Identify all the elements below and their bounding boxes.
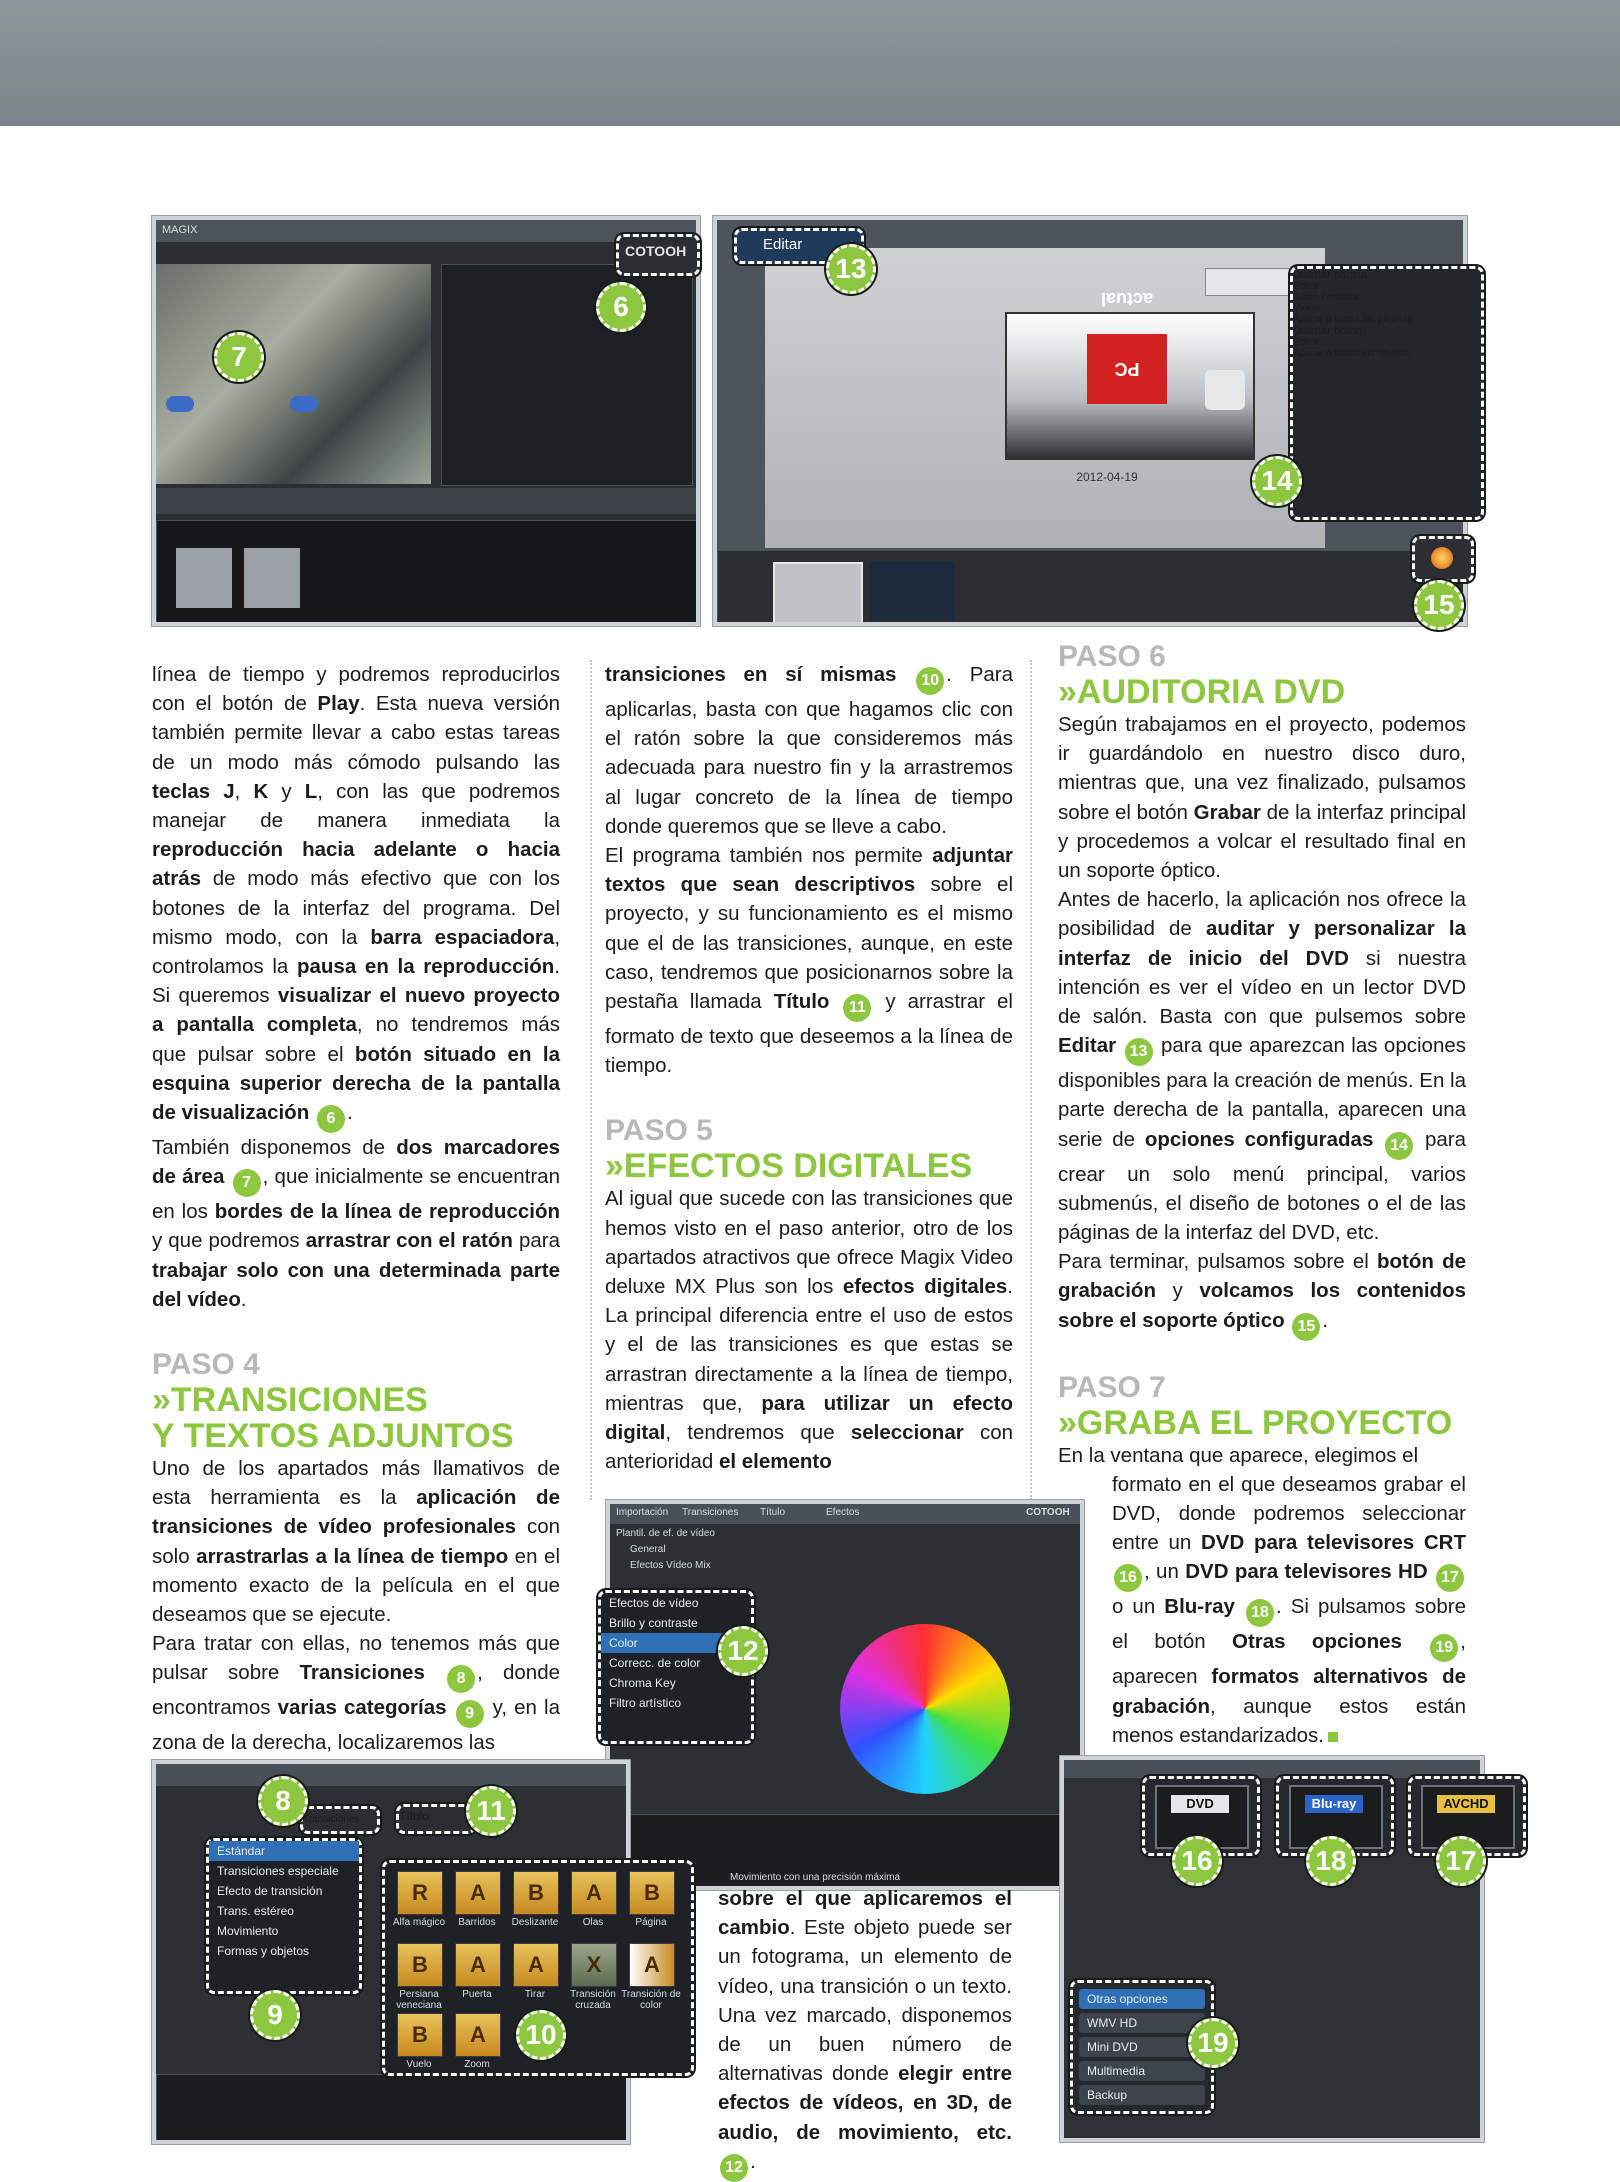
burn-button-highlight[interactable]	[1412, 536, 1474, 582]
menu-item[interactable]: Filtro artístico	[609, 1696, 682, 1710]
transition-tile[interactable]: A	[455, 2013, 501, 2057]
top-banner	[0, 0, 1620, 126]
column-divider	[590, 660, 592, 1500]
dvd-options-panel: Diseñar página Editar Audio / música Vídeo Aplicar a todas las páginas Diseñar botón Editar Aplicar a todos los objetos	[1290, 266, 1484, 520]
marker-16: 16	[1172, 1836, 1222, 1886]
marker-12: 12	[718, 1626, 768, 1676]
marker-11: 11	[466, 1786, 516, 1836]
transition-tile[interactable]: A	[455, 1871, 501, 1915]
transition-tiles-panel: R Alfa mágico A Barridos B Deslizante A Olas B Página B Persiana veneciana A Puerta A Tirar X Transición cruzada A Transición de color B Vuelo A Zoom	[382, 1860, 694, 2076]
marker-18: 18	[1306, 1836, 1356, 1886]
marker-13: 13	[826, 244, 876, 294]
section-title: »AUDITORIA DVD	[1058, 673, 1346, 711]
inline-marker: 16	[1114, 1564, 1142, 1592]
timeline	[156, 2074, 630, 2144]
marker-6: 6	[596, 282, 646, 332]
column-1	[152, 660, 560, 1758]
menu-item[interactable]: Trans. estéreo	[217, 1904, 294, 1918]
transition-tile[interactable]: B	[629, 1871, 675, 1915]
step-label: PASO 6	[1058, 640, 1166, 673]
pc-actual-logo: PC actual	[1005, 312, 1255, 460]
format-button[interactable]: Multimedia	[1079, 2061, 1205, 2081]
paragraph: sobre el que aplicaremos el cambio. Este objeto puede ser un fotograma, un elemento de vídeo, una transición o un texto. Una vez marcado, disponemos de un buen número de alternativas donde elegir entre efectos de vídeos, en 3D, de audio, de movimiento, etc. 12 .	[718, 1884, 1012, 2182]
marker-8: 8	[258, 1776, 308, 1826]
marker-14: 14	[1252, 456, 1302, 506]
tab-transitions[interactable]: Transiciones	[300, 1806, 380, 1834]
format-button[interactable]: Mini DVD	[1079, 2037, 1205, 2057]
inline-marker: 9	[456, 1700, 484, 1728]
marker-19: 19	[1188, 2018, 1238, 2068]
fullscreen-button-highlight: COTOOH	[616, 234, 700, 276]
transition-tile[interactable]: R	[397, 1871, 443, 1915]
marker-15: 15	[1414, 580, 1464, 630]
dvd-icon: DVD	[1155, 1785, 1249, 1849]
marker-7: 7	[214, 332, 264, 382]
paragraph: Antes de hacerlo, la aplicación nos ofrece la posibilidad de auditar y personalizar la interfaz de inicio del DVD si nuestra intención es ver el vídeo en un lector DVD de salón. Basta con que pulsemos sobre Editar 13 para que aparezcan las opciones disponibles para la creación de menús. En la parte derecha de la pantalla, aparecen una serie de opciones configuradas 14 para crear un solo menú principal, varios submenús, el diseño de botones o el de las páginas de la interfaz del DVD, etc.	[1058, 888, 1467, 1245]
section-title: »GRABA EL PROYECTO	[1058, 1403, 1453, 1442]
step-label: PASO 5	[605, 1114, 713, 1148]
step-label: PASO 4	[152, 1348, 260, 1382]
marker-17: 17	[1436, 1836, 1486, 1886]
toolbar	[156, 488, 696, 514]
avchd-icon: AVCHD	[1421, 1785, 1515, 1849]
transition-tile[interactable]: B	[397, 2013, 443, 2057]
inline-marker: 13	[1125, 1038, 1153, 1066]
paragraph: Al igual que sucede con las transiciones que hemos visto en el paso anterior, otro de los apartados atractivos que ofrece Magix Video deluxe MX Plus son los efectos digitales. La principal diferencia entre el uso de estos y el de las transiciones es que estas se arrastran directamente a la línea de tiempo, mientras que, para utilizar un efecto digital, tendremos que seleccionar con anterioridad el elemento	[605, 1187, 1014, 1474]
column-3	[1058, 640, 1466, 1750]
paragraph: formato en el que deseamos grabar el DVD, donde podremos seleccionar entre un DVD para televisores CRT 16 , un DVD para televisores HD 17 o un Blu-ray 18 . Si pulsamos sobre el botón Otras opciones 19 , aparecen formatos alternativos de grabación, aunque estos están menos estandarizados.	[1112, 1472, 1467, 1747]
inline-marker: 10	[916, 667, 944, 695]
menu-item[interactable]: Color	[601, 1633, 751, 1653]
end-mark	[1328, 1732, 1338, 1742]
menu-item[interactable]: Correcc. de color	[609, 1656, 701, 1670]
transition-tile[interactable]: B	[397, 1943, 443, 1987]
color-wheel[interactable]	[840, 1624, 1010, 1794]
bluray-icon: Blu-ray	[1289, 1785, 1383, 1849]
transition-tile[interactable]: A	[629, 1943, 675, 1987]
menu-item[interactable]: Chroma Key	[609, 1676, 676, 1690]
menu-item[interactable]: Movimiento	[217, 1924, 279, 1938]
editar-button-highlight[interactable]: Editar	[734, 228, 864, 264]
paragraph: También disponemos de dos marcadores de área 7 , que inicialmente se encuentran en los bordes de la línea de reproducción y que podremos arrastrar con el ratón para trabajar solo con una determinada parte del vídeo.	[152, 1136, 561, 1311]
column-2-continued	[656, 1884, 1012, 2182]
format-button[interactable]: WMV HD	[1079, 2013, 1205, 2033]
inline-marker: 17	[1436, 1564, 1464, 1592]
marker-10: 10	[516, 2010, 566, 2060]
transition-tile[interactable]: A	[571, 1871, 617, 1915]
tab-title[interactable]: Título	[396, 1804, 476, 1834]
column-divider	[1030, 660, 1032, 1500]
transition-category-menu	[206, 1838, 362, 1994]
paragraph: Según trabajamos en el proyecto, podemos ir guardándolo en nuestro disco duro, mientras que, una vez finalizado, pulsamos sobre el botón Grabar de la interfaz principal y procedemos a volcar el resultado final en un soporte óptico.	[1058, 713, 1466, 883]
paragraph: transiciones en sí mismas 10 . Para aplicarlas, basta con que hagamos clic con el ratón sobre la que consideremos más adecuada para nuestro fin y la arrastremos al lugar concreto de la línea de tiempo donde queremos que se lleve a cabo.	[605, 663, 1013, 838]
marker-9: 9	[250, 1990, 300, 2040]
screenshot-effects: Importación Transiciones Título Efectos COTOOH Plantil. de ef. de vídeo General Efectos Vídeo Mix Movimiento con una precisión máxima	[606, 1500, 1084, 1890]
app-label: MAGIX	[162, 224, 198, 236]
paragraph: Uno de los apartados más llamativos de esta herramienta es la aplicación de transiciones de vídeo profesionales con solo arrastrarlas a la línea de tiempo en el momento exacto de la película en el que deseamos que se ejecute.	[152, 1457, 560, 1627]
menu-item[interactable]: Brillo y contraste	[609, 1616, 698, 1630]
paragraph: Para terminar, pulsamos sobre el botón de grabación y volcamos los contenidos sobre el soporte óptico 15 .	[1058, 1247, 1466, 1340]
section-title: »EFECTOS DIGITALES	[605, 1147, 973, 1186]
other-options-button[interactable]: Otras opciones	[1079, 1989, 1205, 2009]
inline-marker: 19	[1430, 1634, 1458, 1662]
menu-item[interactable]: Transiciones especiale	[217, 1864, 339, 1878]
inline-marker: 14	[1385, 1132, 1413, 1160]
menu-item[interactable]: Efecto de transición	[217, 1884, 323, 1898]
inline-marker: 8	[447, 1665, 475, 1693]
transition-tile[interactable]: A	[513, 1943, 559, 1987]
transition-tile[interactable]: X	[571, 1943, 617, 1987]
transition-tile[interactable]: A	[455, 1943, 501, 1987]
inline-marker: 7	[233, 1169, 261, 1197]
inline-marker: 11	[843, 994, 871, 1022]
menu-item[interactable]: Formas y objetos	[217, 1944, 310, 1958]
menu-date: 2012-04-19	[1076, 470, 1138, 484]
inline-marker: 6	[317, 1105, 345, 1133]
paragraph: línea de tiempo y podremos reproducirlos con el botón de Play. Esta nueva versión también permite llevar a cabo estas tareas de un modo más cómodo pulsando las teclas J, K y L, con las que podremos manejar de manera inmediata la reproducción hacia adelante o hacia atrás de modo más efectivo que con los botones de la interfaz del programa. Del mismo modo, con la barra espaciadora, controlamos la pausa en la reproducción. Si queremos visualizar el nuevo proyecto a pantalla completa, no tendremos más que pulsar sobre el botón situado en la esquina superior derecha de la pantalla de visualización 6 .	[152, 660, 560, 1133]
media-pool	[441, 264, 693, 486]
screenshot-magix-player	[152, 216, 700, 626]
transition-tile[interactable]: B	[513, 1871, 559, 1915]
menu-item[interactable]: Estándar	[209, 1841, 359, 1861]
paragraph: El programa también nos permite adjuntar textos que sean descriptivos sobre el proyecto, y su funcionamiento es el mismo que el de las transiciones, aunque, en este caso, tendremos que posicionarnos sobre la pestaña llamada Título 11 y arrastrar el formato de texto que deseemos a la línea de tiempo.	[605, 844, 1013, 1078]
inline-marker: 18	[1246, 1599, 1274, 1627]
inline-marker: 12	[720, 2154, 748, 2182]
timeline	[156, 520, 698, 626]
inline-marker: 15	[1292, 1313, 1320, 1341]
menu-item[interactable]: Efectos de vídeo	[609, 1596, 699, 1610]
paragraph: Para tratar con ellas, no tenemos más que pulsar sobre Transiciones 8 , donde encontramos varias categorías 9 y, en la zona de la derecha, localizaremos las	[152, 1632, 560, 1755]
paragraph: En la ventana que aparece, elegimos el	[1058, 1443, 1419, 1467]
format-button[interactable]: Backup	[1079, 2085, 1205, 2105]
step-label: PASO 7	[1058, 1370, 1166, 1404]
video-preview	[156, 264, 431, 484]
column-2	[605, 660, 1013, 1476]
section-title: »TRANSICIONES Y TEXTOS ADJUNTOS	[152, 1381, 514, 1456]
